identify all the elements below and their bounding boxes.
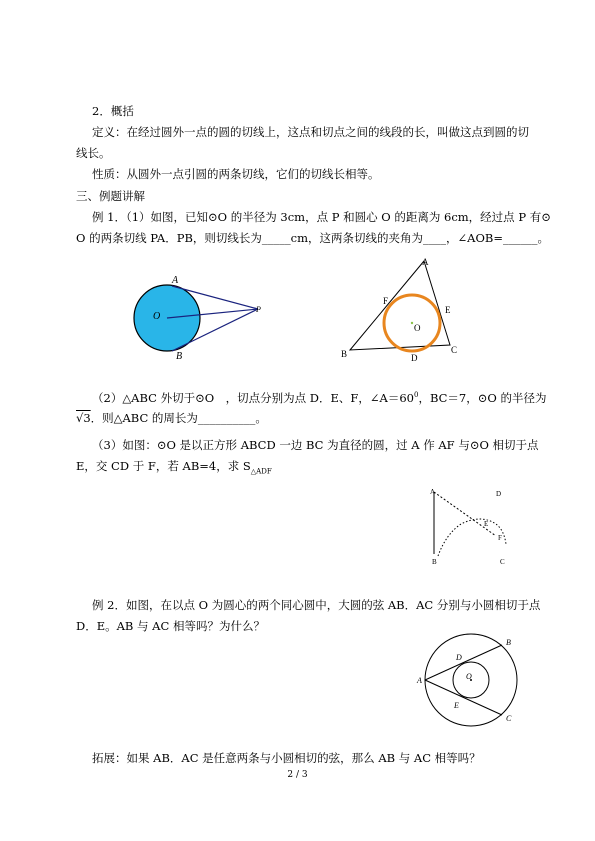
label-p: P xyxy=(256,305,261,314)
example1-question2-line1 xyxy=(92,387,546,406)
definition-line-2: 线长。 xyxy=(76,146,111,160)
example1-question1-line1: 例 1．（1）如图，已知⊙O 的半径为 3cm，点 P 和圆心 O 的距离为 6cm，经过点 P 有⊙ xyxy=(92,210,551,224)
label-o: O xyxy=(466,672,472,681)
label-e: E xyxy=(484,520,489,528)
definition-line-1: 定义：在经过圆外一点的圆的切线上，这点和切点之间的线段的长，叫做这点到圆的切 xyxy=(92,125,529,139)
label-d: D xyxy=(456,653,462,662)
label-f: F xyxy=(383,296,389,306)
center-o xyxy=(411,322,413,324)
section-heading-examples: 三、例题讲解 xyxy=(76,189,145,203)
example1-question3-line1: （3）如图：⊙O 是以正方形 ABCD 一边 BC 为直径的圆，过 A 作 AF 与⊙O 相切于点 xyxy=(92,438,539,452)
figure-incircle-triangle xyxy=(338,255,468,365)
label-d: D xyxy=(411,353,418,363)
label-b: B xyxy=(176,351,183,362)
label-b: B xyxy=(432,558,437,566)
figure-concentric-circles xyxy=(416,632,526,728)
question2-text-b: ，BC＝7，⊙O 的半径为 xyxy=(418,390,547,405)
label-c: C xyxy=(506,714,512,723)
sqrt-three: √3 xyxy=(76,411,91,425)
label-o: O xyxy=(153,311,161,322)
example1-question1-line2: O 的两条切线 PA．PB，则切线长为_____cm，这两条切线的夹角为____，∠AOB=______。 xyxy=(76,231,549,245)
example1-question2-line2 xyxy=(76,410,267,426)
question2-text-a: （2）△ABC 外切于⊙O ，切点分别为点 D．E、F，∠A＝60 xyxy=(92,390,414,405)
label-c: C xyxy=(500,558,505,566)
degree-superscript: 0 xyxy=(413,391,419,399)
question2-text-c: ．则△ABC 的周长为__________。 xyxy=(90,411,267,425)
figure-square-semicircle xyxy=(426,484,516,569)
label-b: B xyxy=(506,638,511,647)
example2-line1: 例 2．如图，在以点 O 为圆心的两个同心圆中，大圆的弦 AB．AC 分别与小圆相切于点 xyxy=(92,598,541,612)
label-d: D xyxy=(496,490,502,498)
area-subscript: △ADF xyxy=(250,467,272,476)
section-heading-summary: 2．概括 xyxy=(92,104,134,118)
label-e: E xyxy=(454,701,459,710)
label-o: O xyxy=(414,323,421,333)
label-a: A xyxy=(430,488,436,496)
example2-line2: D．E。AB 与 AC 相等吗？为什么？ xyxy=(76,619,265,633)
label-f: F xyxy=(498,534,502,542)
label-a: A xyxy=(422,257,429,267)
label-b: B xyxy=(341,349,348,359)
label-a: A xyxy=(172,275,179,286)
semicircle-arc xyxy=(438,519,506,556)
figure-tangent-lines xyxy=(128,275,268,367)
label-c: C xyxy=(451,345,458,355)
property-line: 性质：从圆外一点引圆的两条切线，它们的切线长相等。 xyxy=(92,167,380,181)
label-e: E xyxy=(445,305,451,315)
label-a: A xyxy=(417,676,422,685)
page-number: 2 / 3 xyxy=(287,770,308,780)
example1-question3-line2 xyxy=(76,458,272,479)
segment-af xyxy=(434,492,496,536)
extension-line: 拓展：如果 AB．AC 是任意两条与小圆相切的弦，那么 AB 与 AC 相等吗？ xyxy=(92,751,481,765)
question3-text: E，交 CD 于 F，若 AB=4，求 S xyxy=(76,459,251,473)
